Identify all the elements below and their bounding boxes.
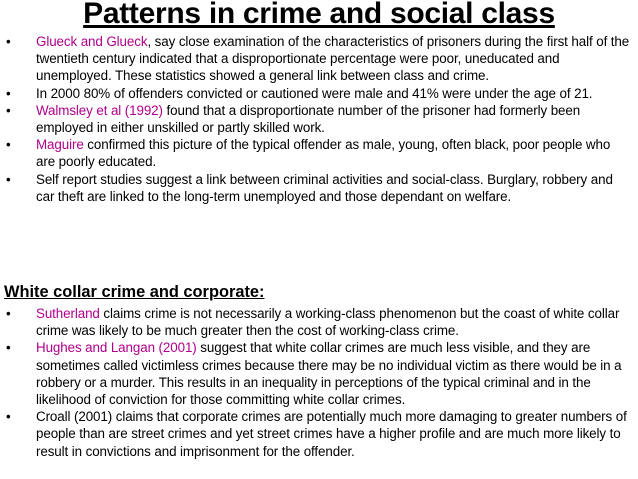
list-item: [0, 85, 632, 102]
slide-title: Patterns in crime and social class: [83, 0, 555, 30]
researcher-name: Hughes and Langan (2001): [36, 340, 197, 356]
item-text: suggest that white collar crimes are much less visible, and they are sometimes called victimless crimes because there may be no individual victim as there would be in a robbery or a murder. This results in an inequality in perceptions of the typical criminal and in the likelihood of conviction for those committing white collar crimes.: [36, 340, 622, 408]
item-text: Croall (2001) claims that corporate crimes are potentially much more damaging to greater numbers of people than are street crimes and yet street crimes have a higher profile and are much more likely to result in convictions and imprisonment for the offender.: [36, 409, 627, 459]
bullet-icon: •: [6, 137, 11, 153]
list-item: [0, 102, 632, 136]
class-patterns-list: [0, 33, 632, 205]
white-collar-list: [0, 305, 632, 460]
bullet-icon: •: [6, 85, 11, 101]
bullet-icon: •: [6, 171, 11, 187]
bullet-icon: •: [6, 306, 11, 321]
item-text: , say close examination of the characteristics of prisoners during the first half of the twentieth century indicated that a disproportionate percentage were poor, uneducated and unemployed. These statistics showed a general link between class and crime.: [36, 34, 630, 84]
item-text: Self report studies suggest a link between criminal activities and social-class. Burglary, robbery and car theft are linked to the long-term unemployed and those dependant on welfare.: [36, 171, 613, 204]
bullet-icon: •: [6, 409, 11, 425]
researcher-name: Walmsley et al (1992): [36, 102, 163, 118]
bullet-icon: •: [6, 102, 11, 118]
section-heading: White collar crime and corporate:: [4, 283, 265, 301]
item-text: found that a disproportionate number of the prisoner had formerly been employed in either unskilled or partly skilled work.: [36, 102, 581, 136]
item-text: confirmed this picture of the typical offender as male, young, often black, poor people who are poorly educated.: [36, 137, 611, 170]
list-item: [0, 339, 632, 408]
bullet-icon: •: [6, 34, 11, 49]
list-item: [0, 136, 632, 170]
researcher-name: Maguire: [36, 137, 84, 153]
bullet-icon: •: [6, 340, 11, 356]
researcher-name: Sutherland: [36, 306, 100, 321]
researcher-name: Glueck and Glueck: [36, 34, 148, 49]
list-item: [0, 305, 632, 339]
list-item: [0, 408, 632, 460]
list-item: [0, 33, 632, 85]
item-text: claims crime is not necessarily a working-class phenomenon but the coast of white collar crime was likely to be much greater then the cost of working-class crime.: [36, 306, 620, 339]
item-text: In 2000 80% of offenders convicted or cautioned were male and 41% were under the age of 21.: [36, 85, 593, 101]
list-item: [0, 171, 632, 205]
